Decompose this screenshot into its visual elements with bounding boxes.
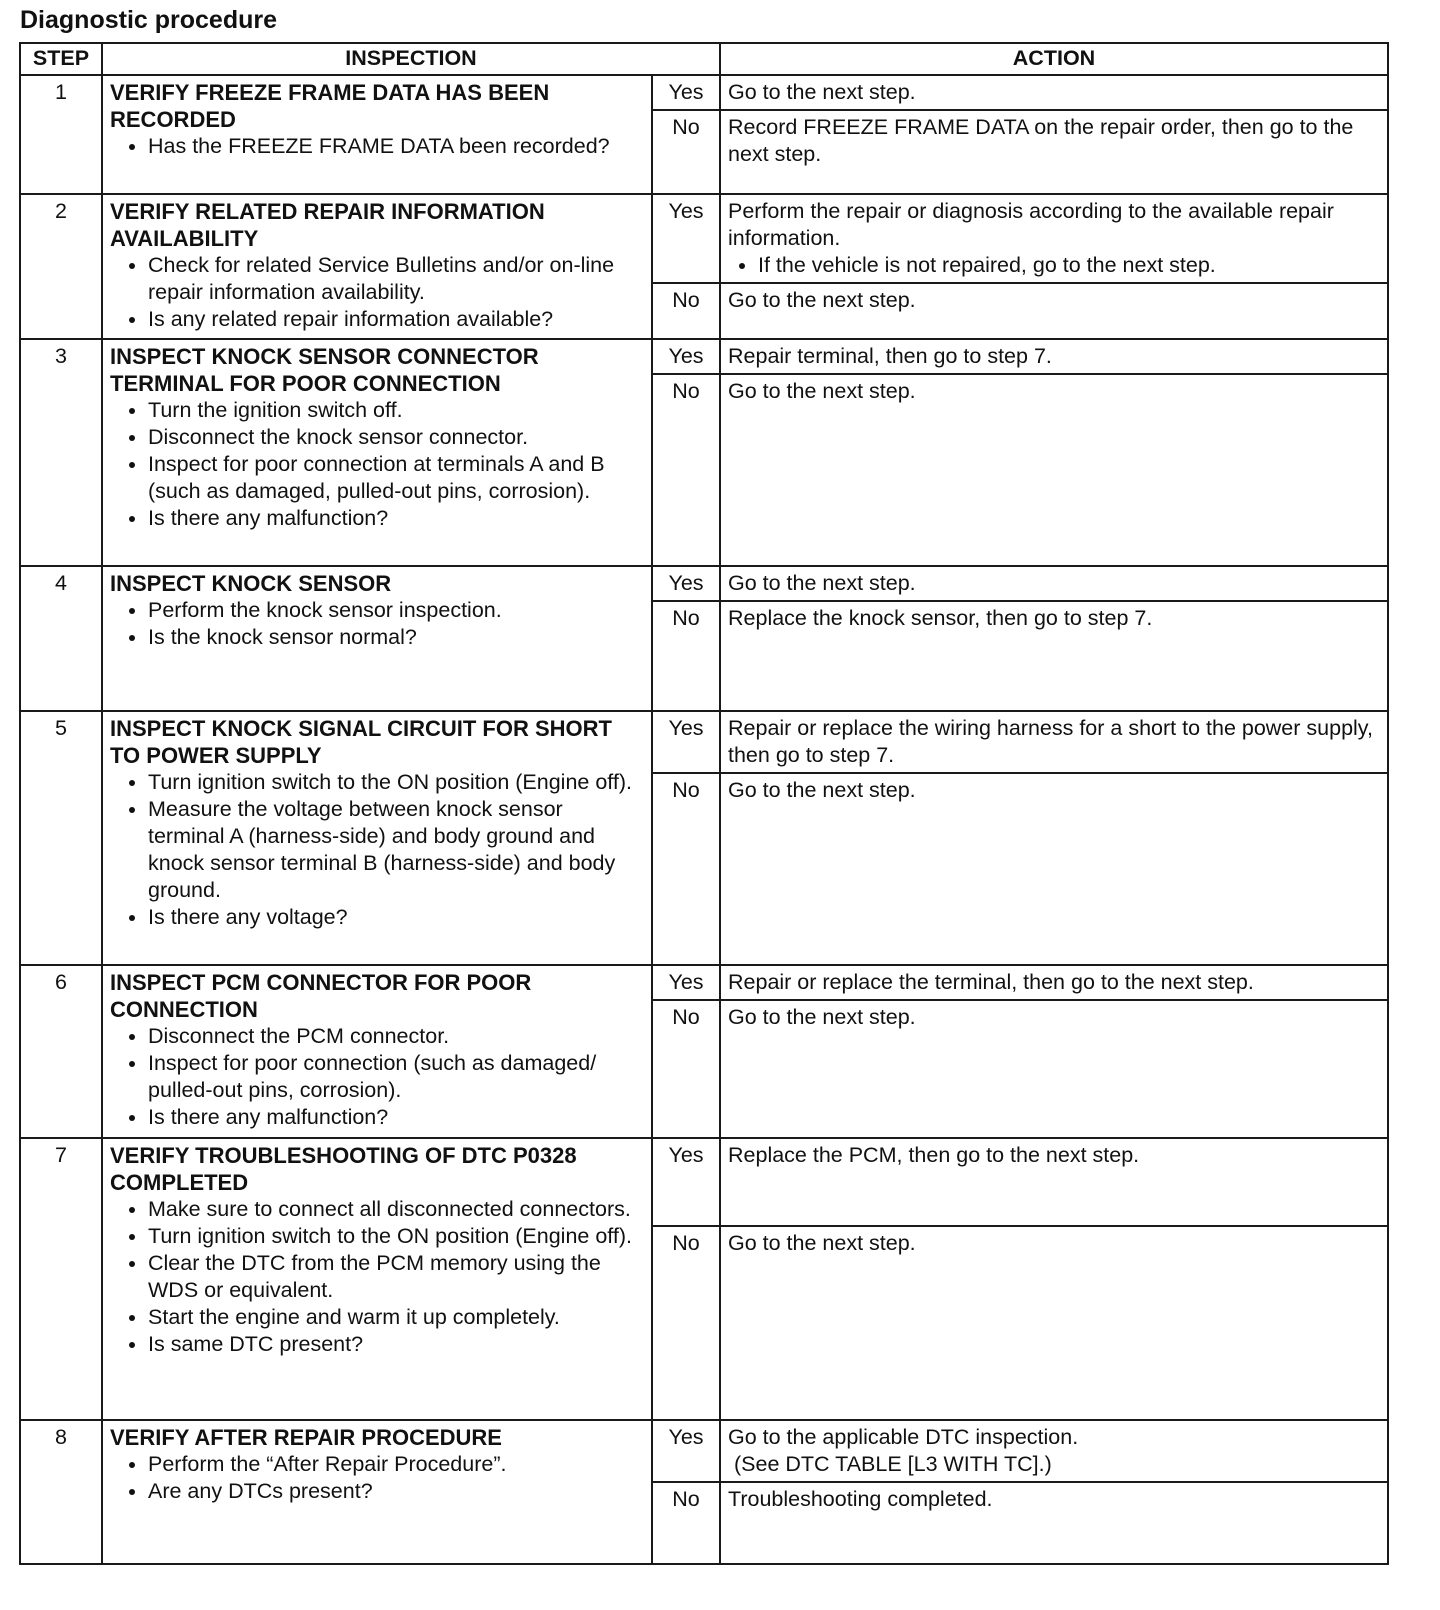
yes-action-note: (See DTC TABLE [L3 WITH TC].) <box>734 1452 1052 1476</box>
step-row <box>20 965 1388 1000</box>
yes-action-cell <box>720 1138 1388 1226</box>
no-label: No <box>652 110 720 194</box>
inspection-title: INSPECT PCM CONNECTOR FOR POOR CONNECTION <box>110 970 532 1022</box>
inspection-bullet: • Is there any malfunction? <box>148 505 644 532</box>
step-row <box>20 194 1388 283</box>
yes-action: Repair or replace the wiring harness for a short to the power supply, then go to step 7. <box>728 716 1373 767</box>
inspection-cell <box>102 339 652 566</box>
no-label: No <box>652 601 720 711</box>
inspection-bullets <box>110 1451 644 1505</box>
inspection-cell <box>102 1420 652 1564</box>
inspection-title: INSPECT KNOCK SENSOR <box>110 571 392 596</box>
no-label: No <box>652 1000 720 1138</box>
inspection-bullet: • Start the engine and warm it up completely. <box>148 1304 644 1331</box>
inspection-title: VERIFY AFTER REPAIR PROCEDURE <box>110 1425 502 1450</box>
step-number: 8 <box>20 1420 102 1564</box>
inspection-bullet: • Inspect for poor connection at terminals A and B (such as damaged, pulled-out pins, corrosion). <box>148 451 644 505</box>
yes-label: Yes <box>652 1420 720 1482</box>
inspection-title: VERIFY TROUBLESHOOTING OF DTC P0328 COMPLETED <box>110 1143 577 1195</box>
inspection-bullet: • Is there any voltage? <box>148 904 644 931</box>
step-number: 2 <box>20 194 102 339</box>
step-number: 5 <box>20 711 102 965</box>
inspection-bullets <box>110 252 644 333</box>
yes-action: Go to the applicable DTC inspection. <box>728 1425 1079 1449</box>
step-number: 7 <box>20 1138 102 1420</box>
inspection-bullet: • Perform the knock sensor inspection. <box>148 597 644 624</box>
no-label: No <box>652 374 720 566</box>
no-action: Go to the next step. <box>720 283 1388 339</box>
yes-action-cell <box>720 194 1388 283</box>
step-row <box>20 566 1388 601</box>
inspection-title: VERIFY RELATED REPAIR INFORMATION AVAILABILITY <box>110 199 545 251</box>
inspection-bullet: • Is same DTC present? <box>148 1331 644 1358</box>
inspection-bullet: • Disconnect the PCM connector. <box>148 1023 644 1050</box>
header-step: STEP <box>20 43 102 75</box>
inspection-bullet: • Is there any malfunction? <box>148 1104 644 1131</box>
step-number: 1 <box>20 75 102 194</box>
step-row <box>20 711 1388 773</box>
diagnostic-table <box>19 42 1389 1565</box>
inspection-title: INSPECT KNOCK SENSOR CONNECTOR TERMINAL FOR POOR CONNECTION <box>110 344 539 396</box>
inspection-bullet: • Measure the voltage between knock sensor terminal A (harness-side) and body ground and knock sensor terminal B (harness-side) and body ground. <box>148 796 644 904</box>
inspection-bullet: • Disconnect the knock sensor connector. <box>148 424 644 451</box>
inspection-bullet: • Clear the DTC from the PCM memory using the WDS or equivalent. <box>148 1250 644 1304</box>
yes-action: Replace the PCM, then go to the next step. <box>728 1143 1140 1167</box>
step-number: 3 <box>20 339 102 566</box>
no-action: Replace the knock sensor, then go to step 7. <box>720 601 1388 711</box>
no-label: No <box>652 1482 720 1564</box>
no-label: No <box>652 773 720 965</box>
inspection-bullets <box>110 397 644 532</box>
yes-label: Yes <box>652 339 720 374</box>
yes-label: Yes <box>652 1138 720 1226</box>
inspection-bullets <box>110 769 644 931</box>
yes-label: Yes <box>652 711 720 773</box>
inspection-bullet: • Make sure to connect all disconnected connectors. <box>148 1196 644 1223</box>
inspection-cell <box>102 75 652 194</box>
inspection-title: INSPECT KNOCK SIGNAL CIRCUIT FOR SHORT TO POWER SUPPLY <box>110 716 612 768</box>
inspection-bullet: • Check for related Service Bulletins and/or on-line repair information availability. <box>148 252 644 306</box>
inspection-bullet: • Turn ignition switch to the ON position (Engine off). <box>148 1223 644 1250</box>
inspection-cell <box>102 1138 652 1420</box>
no-action: Go to the next step. <box>720 773 1388 965</box>
inspection-cell <box>102 965 652 1138</box>
header-row <box>20 43 1388 75</box>
yes-action: Repair terminal, then go to step 7. <box>728 344 1052 368</box>
yes-action: Repair or replace the terminal, then go to the next step. <box>728 970 1254 994</box>
yes-label: Yes <box>652 965 720 1000</box>
no-action: Go to the next step. <box>720 374 1388 566</box>
step-row <box>20 1138 1388 1226</box>
yes-action: Perform the repair or diagnosis according to the available repair information. <box>728 199 1334 250</box>
yes-action-cell <box>720 1420 1388 1482</box>
no-action: Go to the next step. <box>720 1000 1388 1138</box>
inspection-bullets <box>110 1023 644 1131</box>
yes-action: Go to the next step. <box>728 80 916 104</box>
no-action: Go to the next step. <box>720 1226 1388 1420</box>
inspection-bullet: • Are any DTCs present? <box>148 1478 644 1505</box>
inspection-bullets <box>110 597 644 651</box>
inspection-cell <box>102 711 652 965</box>
header-inspection: INSPECTION <box>102 43 720 75</box>
yes-action-cell <box>720 965 1388 1000</box>
page-title: Diagnostic procedure <box>20 6 277 34</box>
inspection-title: VERIFY FREEZE FRAME DATA HAS BEEN RECORDED <box>110 80 550 132</box>
step-number: 4 <box>20 566 102 711</box>
no-label: No <box>652 283 720 339</box>
yes-action-cell <box>720 566 1388 601</box>
inspection-bullets <box>110 1196 644 1358</box>
yes-label: Yes <box>652 75 720 110</box>
inspection-bullet: • Perform the “After Repair Procedure”. <box>148 1451 644 1478</box>
step-number: 6 <box>20 965 102 1138</box>
inspection-cell <box>102 194 652 339</box>
step-row <box>20 1420 1388 1482</box>
no-action: Troubleshooting completed. <box>720 1482 1388 1564</box>
inspection-bullet: • Is any related repair information available? <box>148 306 644 333</box>
yes-action-sublist <box>728 252 1380 279</box>
inspection-bullet: • Has the FREEZE FRAME DATA been recorded? <box>148 133 644 160</box>
step-row <box>20 339 1388 374</box>
yes-label: Yes <box>652 194 720 283</box>
header-action: ACTION <box>720 43 1388 75</box>
yes-action: Go to the next step. <box>728 571 916 595</box>
no-action: Record FREEZE FRAME DATA on the repair order, then go to the next step. <box>720 110 1388 194</box>
inspection-bullet: • Inspect for poor connection (such as damaged/ pulled-out pins, corrosion). <box>148 1050 644 1104</box>
yes-action-cell <box>720 75 1388 110</box>
inspection-bullet: • Turn ignition switch to the ON position (Engine off). <box>148 769 644 796</box>
yes-action-cell <box>720 339 1388 374</box>
inspection-bullets <box>110 133 644 160</box>
yes-action-cell <box>720 711 1388 773</box>
yes-action-subitem: • If the vehicle is not repaired, go to the next step. <box>758 252 1380 279</box>
inspection-bullet: • Is the knock sensor normal? <box>148 624 644 651</box>
inspection-bullet: • Turn the ignition switch off. <box>148 397 644 424</box>
yes-label: Yes <box>652 566 720 601</box>
step-row <box>20 75 1388 110</box>
inspection-cell <box>102 566 652 711</box>
no-label: No <box>652 1226 720 1420</box>
